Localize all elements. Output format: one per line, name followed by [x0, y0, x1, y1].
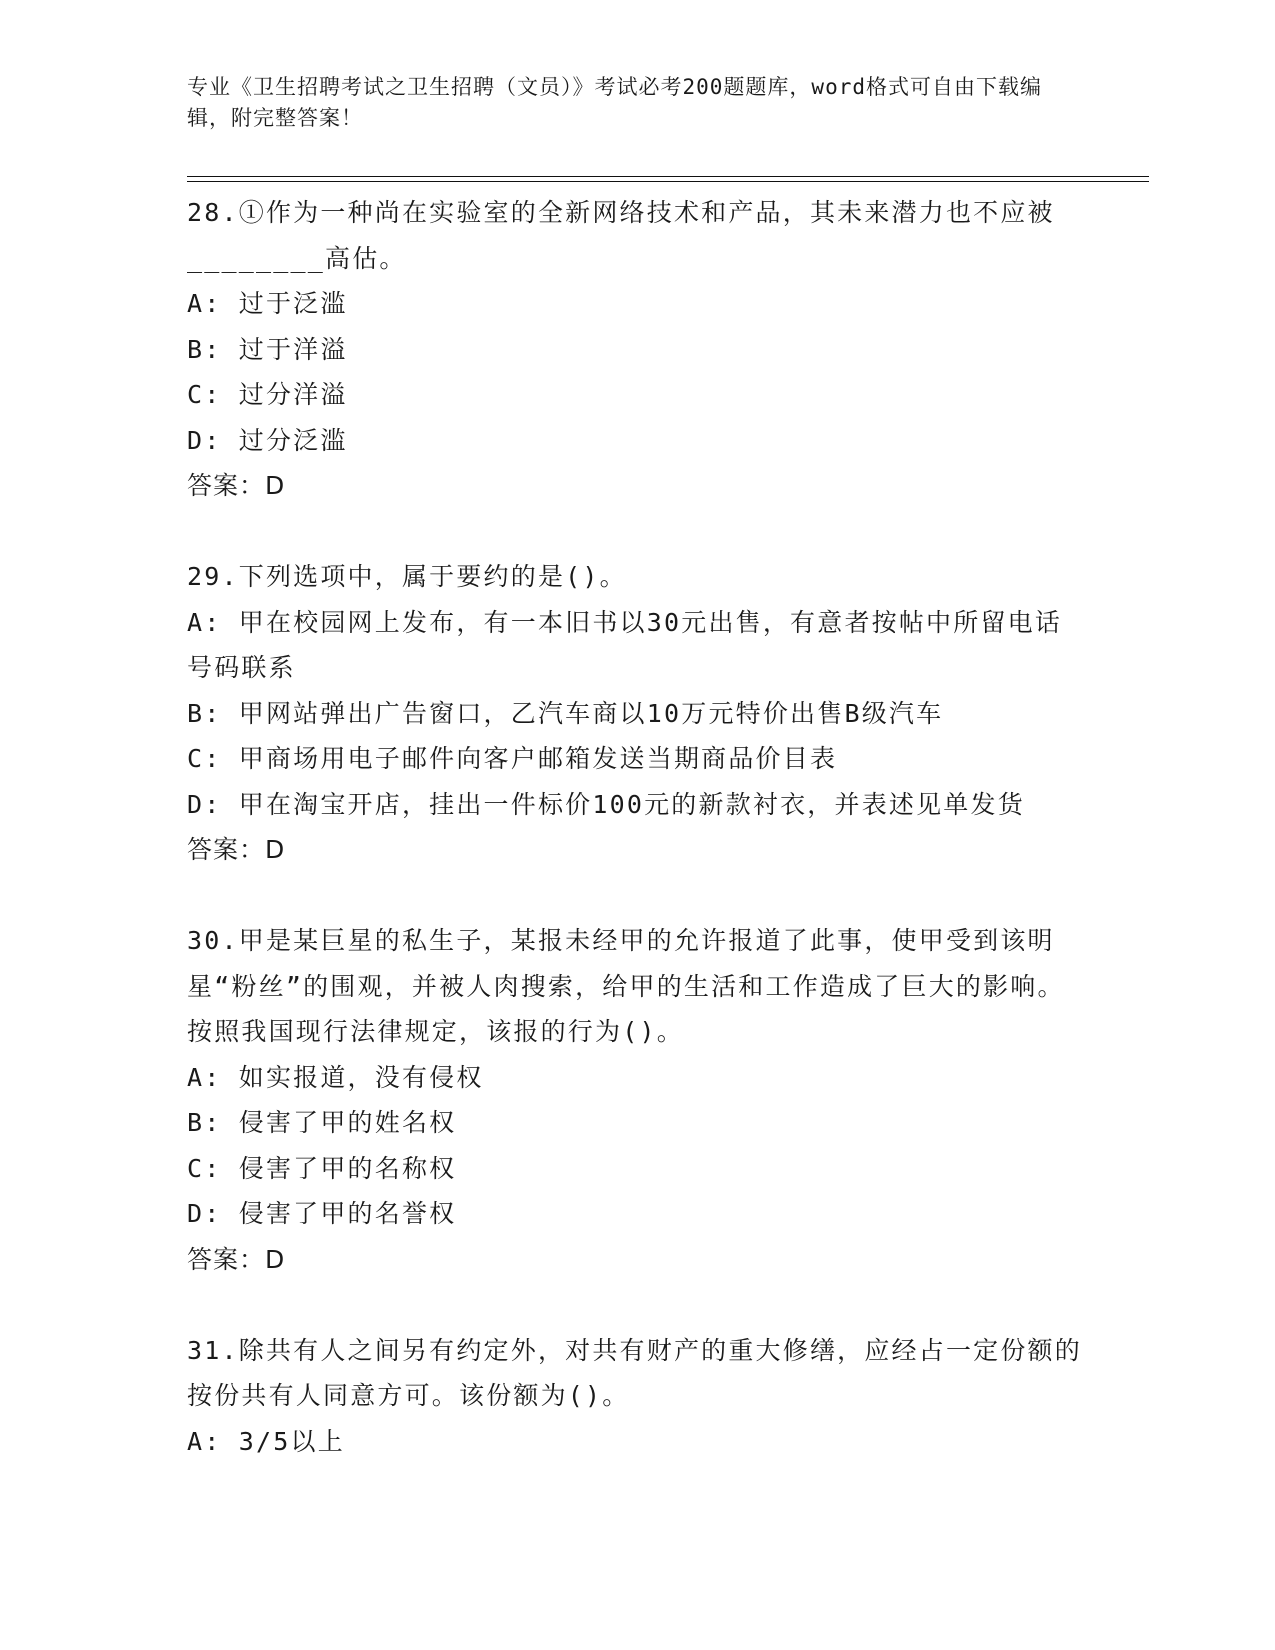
- header-rule-bottom: [187, 181, 1149, 182]
- question-stem: 30.甲是某巨星的私生子，某报未经甲的允许报道了此事，使甲受到该明星“粉丝”的围观，并被人肉搜索，给甲的生活和工作造成了巨大的影响。按照我国现行法律规定，该报的行为()。: [187, 926, 1065, 1046]
- question-29: [187, 554, 1087, 873]
- header-text: 专业《卫生招聘考试之卫生招聘（文员）》考试必考200题题库，word格式可自由下载编辑，附完整答案！: [187, 75, 1042, 130]
- answer: 答案：D: [187, 471, 286, 500]
- header-rule-top: [187, 176, 1149, 177]
- option-d: D: 过分泛滥: [187, 425, 348, 455]
- answer: 答案：D: [187, 835, 286, 864]
- question-stem: 31.除共有人之间另有约定外，对共有财产的重大修缮，应经占一定份额的按份共有人同意方可。该份额为()。: [187, 1335, 1082, 1410]
- option-b: B: 甲网站弹出广告窗口，乙汽车商以10万元特价出售B级汽车: [187, 698, 944, 728]
- question-31: [187, 1328, 1087, 1465]
- option-a: A: 如实报道，没有侵权: [187, 1062, 484, 1092]
- option-d: D: 侵害了甲的名誉权: [187, 1199, 457, 1228]
- option-b: B: 过于洋溢: [187, 334, 348, 364]
- option-c: C: 侵害了甲的名称权: [187, 1153, 457, 1183]
- option-c: C: 甲商场用电子邮件向客户邮箱发送当期商品价目表: [187, 744, 838, 773]
- answer: 答案：D: [187, 1244, 286, 1274]
- option-c: C: 过分洋溢: [187, 380, 348, 409]
- question-stem: 29.下列选项中，属于要约的是()。: [187, 562, 627, 591]
- question-stem: 28.①作为一种尚在实验室的全新网络技术和产品，其未来潜力也不应被________高估。: [187, 198, 1055, 273]
- option-b: B: 侵害了甲的姓名权: [187, 1108, 457, 1137]
- option-d: D: 甲在淘宝开店，挂出一件标价100元的新款衬衣，并表述见单发货: [187, 789, 1025, 819]
- question-28: [187, 190, 1087, 509]
- question-list: [187, 190, 1087, 1464]
- option-a: A: 甲在校园网上发布，有一本旧书以30元出售，有意者按帖中所留电话号码联系: [187, 607, 1063, 682]
- question-30: [187, 918, 1087, 1282]
- document-header: [187, 72, 1067, 134]
- option-a: A: 3/5以上: [187, 1426, 345, 1456]
- option-a: A: 过于泛滥: [187, 289, 348, 318]
